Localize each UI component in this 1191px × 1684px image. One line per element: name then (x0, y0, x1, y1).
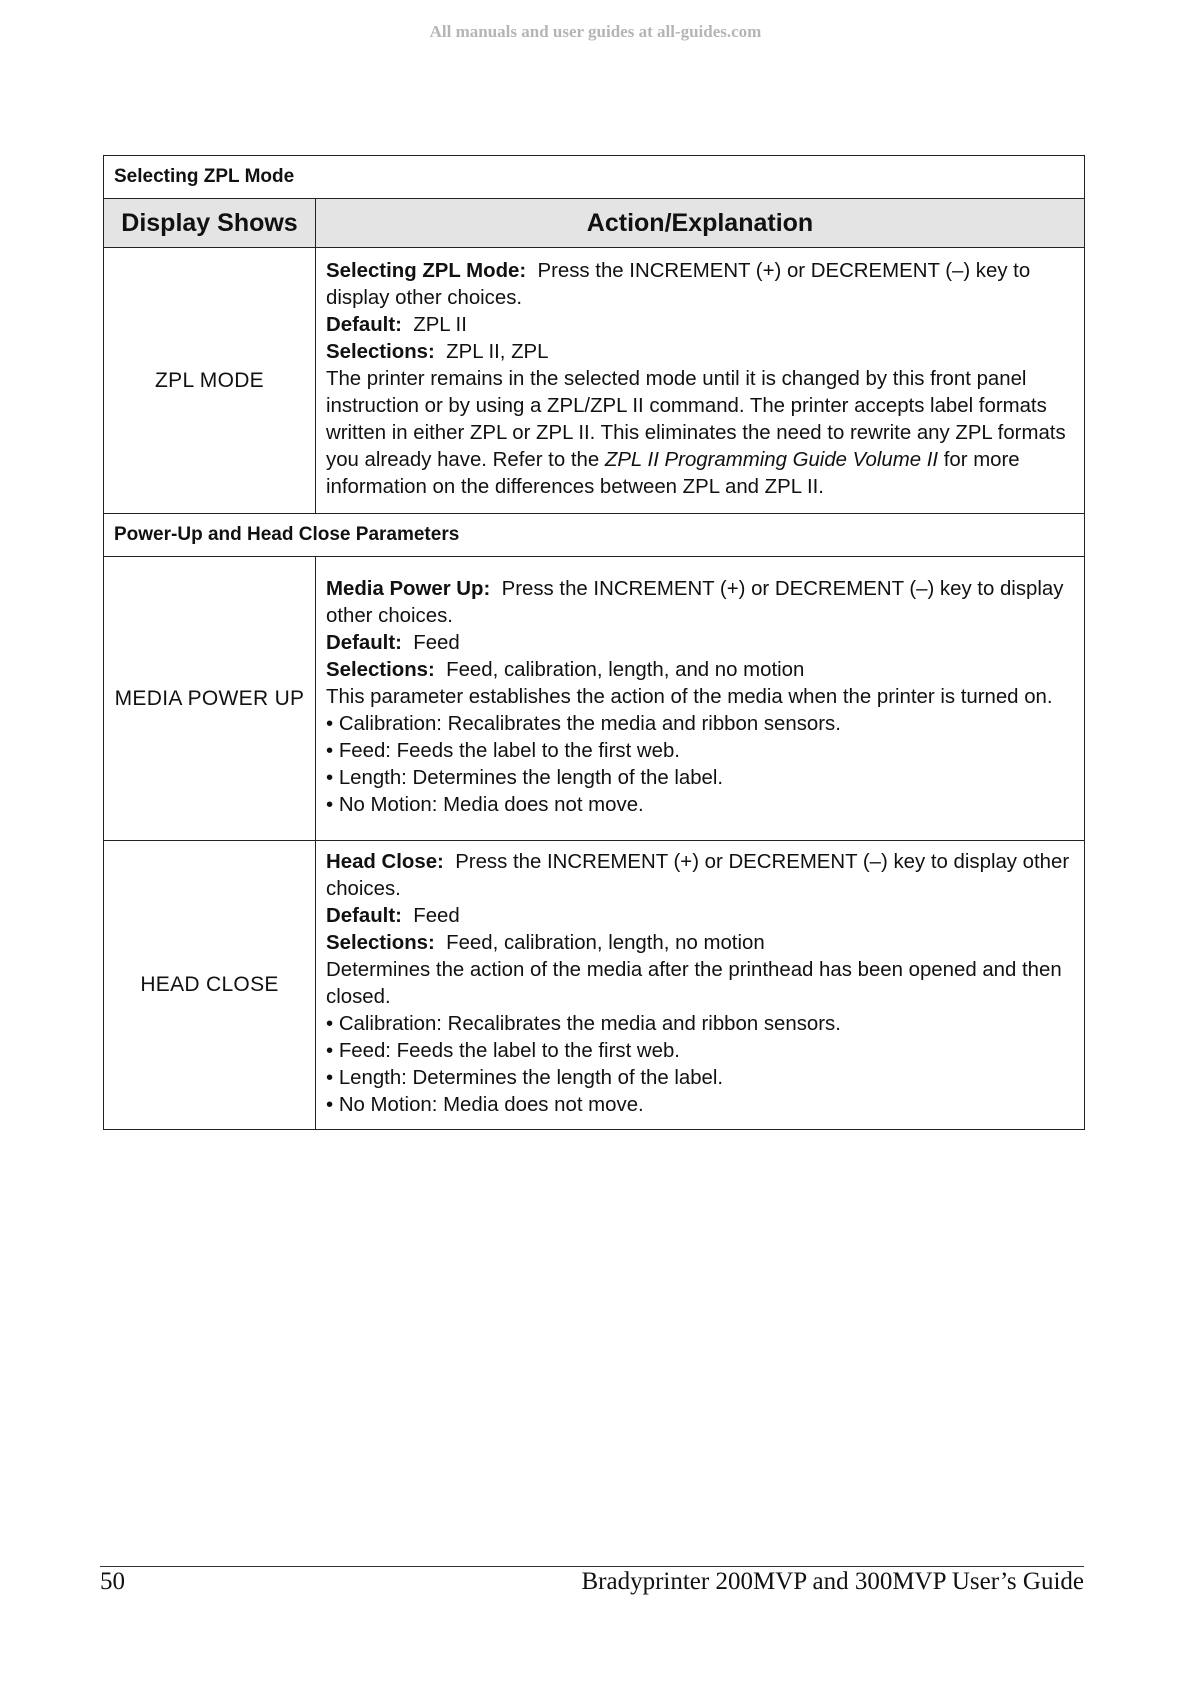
list-item: • Feed: Feeds the label to the first web. (326, 1038, 1072, 1065)
table-row (104, 248, 1085, 514)
body-text: Determines the action of the media after the printhead has been opened and then closed. (326, 959, 1062, 1008)
default-label: Default: (326, 632, 402, 654)
section-title: Selecting ZPL Mode (104, 156, 1085, 199)
selections-value: Feed, calibration, length, and no motion (446, 659, 805, 681)
list-item: • Calibration: Recalibrates the media and ribbon sensors. (326, 1011, 1072, 1038)
explanation-cell (316, 557, 1085, 841)
page-number: 50 (100, 1568, 125, 1595)
lead-label: Head Close: (326, 851, 444, 873)
section-row (104, 156, 1085, 199)
list-item: • Feed: Feeds the label to the first web. (326, 738, 1072, 765)
explanation-cell (316, 248, 1085, 514)
column-header-row (104, 199, 1085, 248)
lead-line (326, 258, 1072, 312)
selections-label: Selections: (326, 659, 435, 681)
list-item: • Calibration: Recalibrates the media and ribbon sensors. (326, 711, 1072, 738)
default-value: Feed (413, 632, 460, 654)
selections-line (326, 930, 1072, 957)
lead-line (326, 576, 1072, 630)
default-label: Default: (326, 905, 402, 927)
selections-line (326, 657, 1072, 684)
lead-line (326, 849, 1072, 903)
display-value: MEDIA POWER UP (104, 557, 316, 841)
default-line (326, 312, 1072, 339)
column-header-action: Action/Explanation (316, 199, 1085, 248)
body-text-post: for more information on the differences between ZPL and ZPL II. (326, 449, 1020, 498)
default-label: Default: (326, 314, 402, 336)
body-text (326, 366, 1072, 501)
lead-text: Press the INCREMENT (+) or DECREMENT (–) key to display other choices. (326, 578, 1064, 627)
settings-table (103, 155, 1085, 1130)
default-line (326, 630, 1072, 657)
section-row (104, 514, 1085, 557)
body-text-italic: ZPL II Programming Guide Volume II (604, 449, 939, 471)
selections-value: Feed, calibration, length, no motion (446, 932, 765, 954)
body-text: This parameter establishes the action of the media when the printer is turned on. (326, 686, 1053, 708)
default-line (326, 903, 1072, 930)
watermark: All manuals and user guides at all-guides.com (429, 22, 762, 41)
explanation-cell (316, 841, 1085, 1130)
footer-divider (100, 1566, 1084, 1567)
section-title: Power-Up and Head Close Parameters (104, 514, 1085, 557)
selections-label: Selections: (326, 341, 435, 363)
list-item: • No Motion: Media does not move. (326, 792, 1072, 819)
body-text-pre: The printer remains in the selected mode until it is changed by this front panel instruction or by using a ZPL/ZPL II command. The printer accepts label formats written in either ZPL or ZPL II. This eliminates the need to rewrite any ZPL formats you already have. Refer to the (326, 368, 1066, 471)
list-item: • Length: Determines the length of the label. (326, 1065, 1072, 1092)
lead-text: Press the INCREMENT (+) or DECREMENT (–) key to display other choices. (326, 851, 1070, 900)
footer-title: Bradyprinter 200MVP and 300MVP User’s Guide (581, 1568, 1084, 1595)
lead-label: Selecting ZPL Mode: (326, 260, 527, 282)
default-value: Feed (413, 905, 460, 927)
table-row (104, 841, 1085, 1130)
selections-value: ZPL II, ZPL (446, 341, 549, 363)
display-value: HEAD CLOSE (104, 841, 316, 1130)
table-row (104, 557, 1085, 841)
list-item: • Length: Determines the length of the label. (326, 765, 1072, 792)
selections-label: Selections: (326, 932, 435, 954)
default-value: ZPL II (413, 314, 467, 336)
lead-label: Media Power Up: (326, 578, 491, 600)
list-item: • No Motion: Media does not move. (326, 1092, 1072, 1119)
column-header-display: Display Shows (104, 199, 316, 248)
lead-text: Press the INCREMENT (+) or DECREMENT (–) key to display other choices. (326, 260, 1031, 309)
selections-line (326, 339, 1072, 366)
display-value: ZPL MODE (104, 248, 316, 514)
